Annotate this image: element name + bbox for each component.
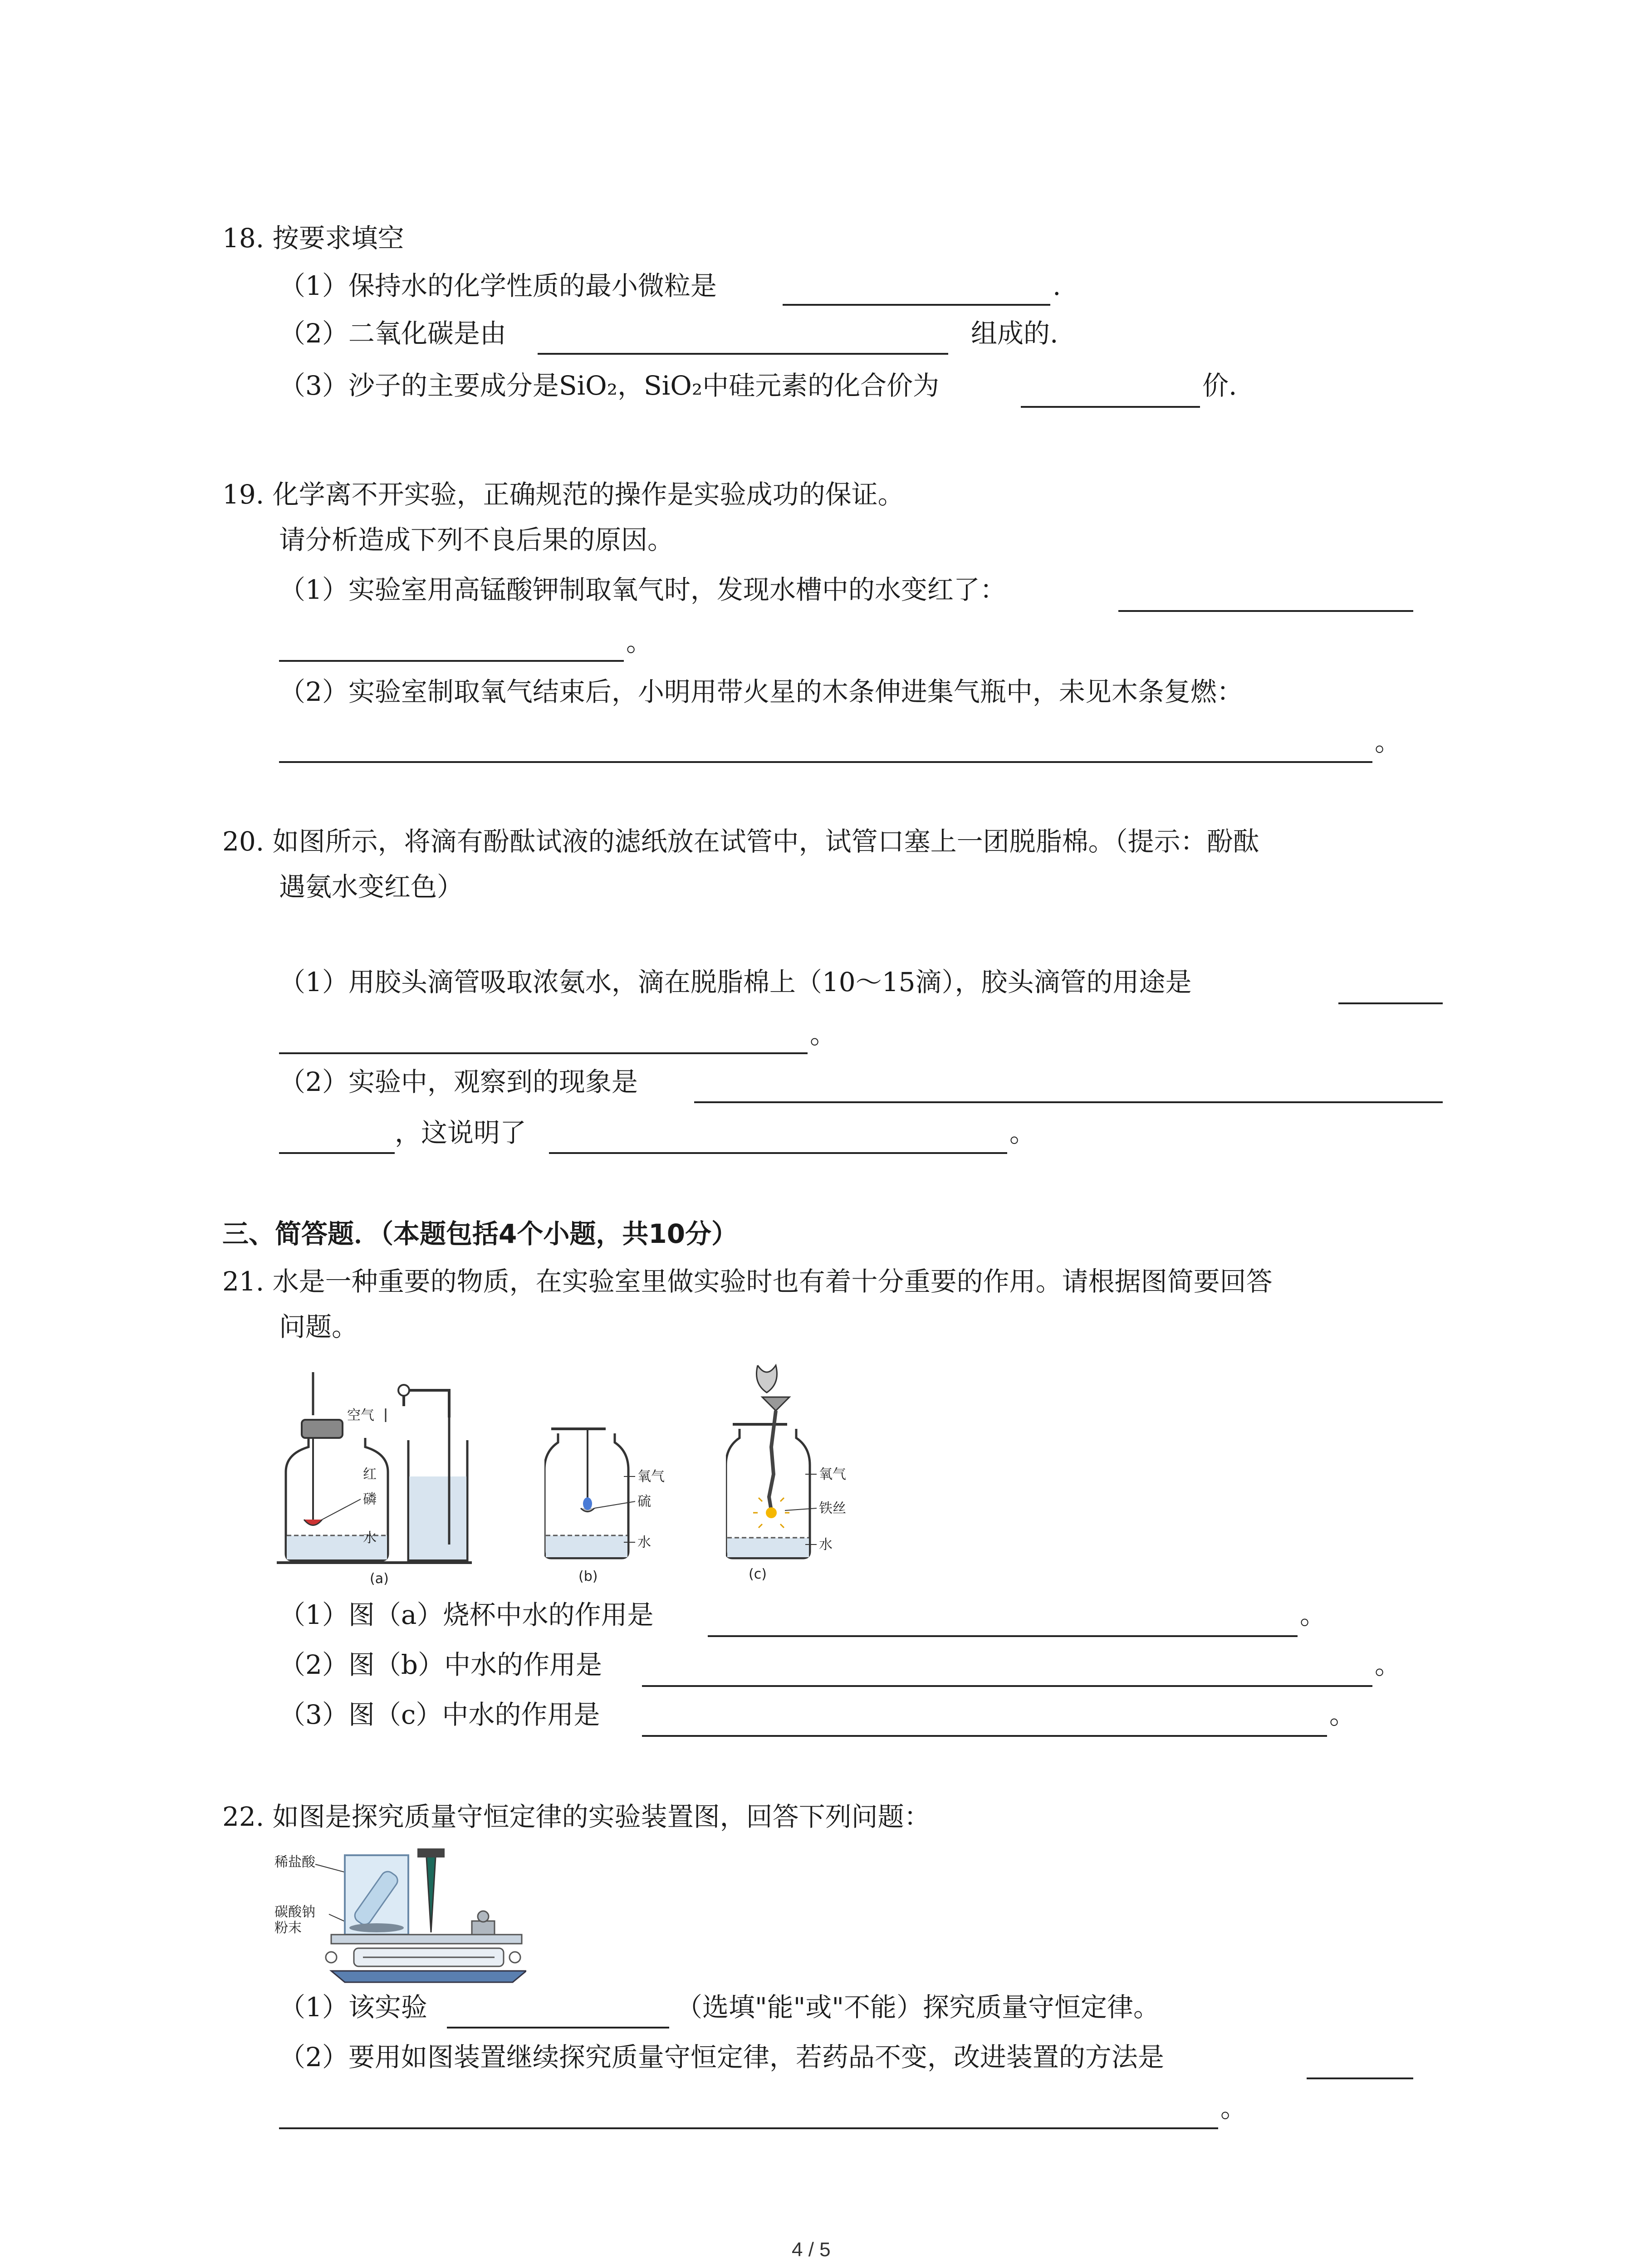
q20-s2b: ，这说明了 — [395, 1117, 527, 1148]
q18-title: 18. 按要求填空 — [222, 223, 404, 254]
q20-title2: 遇氨水变红色） — [279, 871, 464, 902]
fig-c-oxygen-label: 氧气 — [819, 1466, 846, 1482]
q18-s3: （3）沙子的主要成分是SiO₂，SiO₂中硅元素的化合价为 — [279, 370, 940, 401]
q21-title2: 问题。 — [279, 1311, 358, 1342]
q21-s3-end: 。 — [1329, 1699, 1356, 1730]
q18-blank-3[interactable] — [1021, 406, 1200, 408]
fig-b-oxygen-label: 氧气 — [637, 1469, 665, 1485]
section-3-heading: 三、简答题．（本题包括4个小题，共10分） — [222, 1218, 738, 1249]
q18-s1: （1）保持水的化学性质的最小微粒是 — [279, 270, 717, 301]
fig-acid-label: 稀盐酸 — [274, 1854, 315, 1870]
q21-s1: （1）图（a）烧杯中水的作用是 — [279, 1599, 654, 1630]
q21-s1-end: 。 — [1300, 1599, 1327, 1630]
q21-title: 21. 水是一种重要的物质，在实验室里做实验时也有着十分重要的作用。请根据图简要回答 — [222, 1266, 1273, 1297]
q20-blank-1a[interactable] — [1338, 1002, 1443, 1004]
q22-blank-2a[interactable] — [1307, 2077, 1413, 2079]
fig-c-caption: (c) — [749, 1566, 767, 1582]
q21-blank-3[interactable] — [642, 1735, 1327, 1737]
q19-blank-1b[interactable] — [279, 660, 624, 662]
q21-figure-a — [277, 1363, 472, 1585]
q22-blank-2b[interactable] — [279, 2127, 1218, 2129]
q22-s2-end: 。 — [1220, 2092, 1247, 2123]
q19-s1-end: 。 — [626, 626, 653, 657]
fig-a-caption: (a) — [370, 1571, 389, 1585]
q21-blank-1[interactable] — [708, 1635, 1298, 1637]
q22-s1: （1）该实验 — [279, 1992, 427, 2023]
q20-s2: （2）实验中，观察到的现象是 — [279, 1066, 638, 1097]
fig-powder-label-2: 粉末 — [274, 1920, 302, 1936]
q18-s2-end: 组成的. — [971, 318, 1058, 349]
q21-s3: （3）图（c）中水的作用是 — [279, 1699, 600, 1730]
q20-title: 20. 如图所示，将滴有酚酞试液的滤纸放在试管中，试管口塞上一团脱脂棉。（提示：酚酞 — [222, 826, 1259, 857]
fig-b-sulfur-label: 硫 — [637, 1494, 651, 1510]
q20-blank-2a[interactable] — [694, 1101, 1443, 1103]
q22-title: 22. 如图是探究质量守恒定律的实验装置图，回答下列问题： — [222, 1801, 931, 1832]
q22-blank-1[interactable] — [447, 2027, 669, 2028]
q19-s2: （2）实验室制取氧气结束后，小明用带火星的木条伸进集气瓶中，未见木条复燃： — [279, 676, 1243, 707]
q20-blank-1b[interactable] — [279, 1052, 808, 1054]
q21-s2: （2）图（b）中水的作用是 — [279, 1649, 603, 1680]
q20-s2-end: 。 — [1009, 1117, 1036, 1148]
q20-s1-end: 。 — [810, 1019, 837, 1050]
q19-s1: （1）实验室用高锰酸钾制取氧气时，发现水槽中的水变红了： — [279, 574, 1006, 605]
fig-a-water-label: 水 — [363, 1530, 377, 1546]
q21-figure-b — [544, 1424, 681, 1585]
q19-s2-end: 。 — [1375, 726, 1401, 757]
fig-powder-label-1: 碳酸钠 — [274, 1904, 315, 1920]
q18-s1-end: . — [1053, 270, 1061, 301]
q20-blank-2b[interactable] — [279, 1152, 395, 1154]
q22-s1b: （选填"能"或"不能）探究质量守恒定律。 — [676, 1992, 1160, 2023]
q19-title: 19. 化学离不开实验，正确规范的操作是实验成功的保证。 — [222, 479, 904, 510]
q19-blank-2[interactable] — [279, 761, 1372, 763]
fig-a-air-label: 空气 — [347, 1408, 374, 1423]
q18-blank-1[interactable] — [783, 304, 1050, 306]
q22-balance-figure — [272, 1846, 526, 1987]
fig-a-red-label-1: 红 — [363, 1466, 377, 1482]
fig-c-water-label: 水 — [819, 1537, 833, 1553]
page-number: 4 / 5 — [792, 2239, 831, 2261]
q18-blank-2[interactable] — [538, 353, 948, 355]
fig-c-wire-label: 铁丝 — [819, 1501, 846, 1516]
fig-b-water-label: 水 — [637, 1535, 651, 1550]
q18-s2: （2）二氧化碳是由 — [279, 318, 506, 349]
q21-s2-end: 。 — [1375, 1649, 1401, 1680]
q19-line2: 请分析造成下列不良后果的原因。 — [279, 524, 674, 555]
q18-s3-end: 价. — [1202, 370, 1237, 401]
q19-blank-1a[interactable] — [1118, 610, 1413, 612]
q21-blank-2[interactable] — [642, 1685, 1372, 1687]
q22-s2: （2）要用如图装置继续探究质量守恒定律，若药品不变，改进装置的方法是 — [279, 2042, 1164, 2072]
fig-a-red-label-2: 磷 — [363, 1491, 377, 1507]
fig-b-caption: (b) — [578, 1569, 598, 1584]
q20-s1: （1）用胶头滴管吸取浓氨水，滴在脱脂棉上（10～15滴），胶头滴管的用途是 — [279, 967, 1192, 997]
q20-blank-2c[interactable] — [549, 1152, 1007, 1154]
q21-figure-c — [726, 1356, 876, 1583]
